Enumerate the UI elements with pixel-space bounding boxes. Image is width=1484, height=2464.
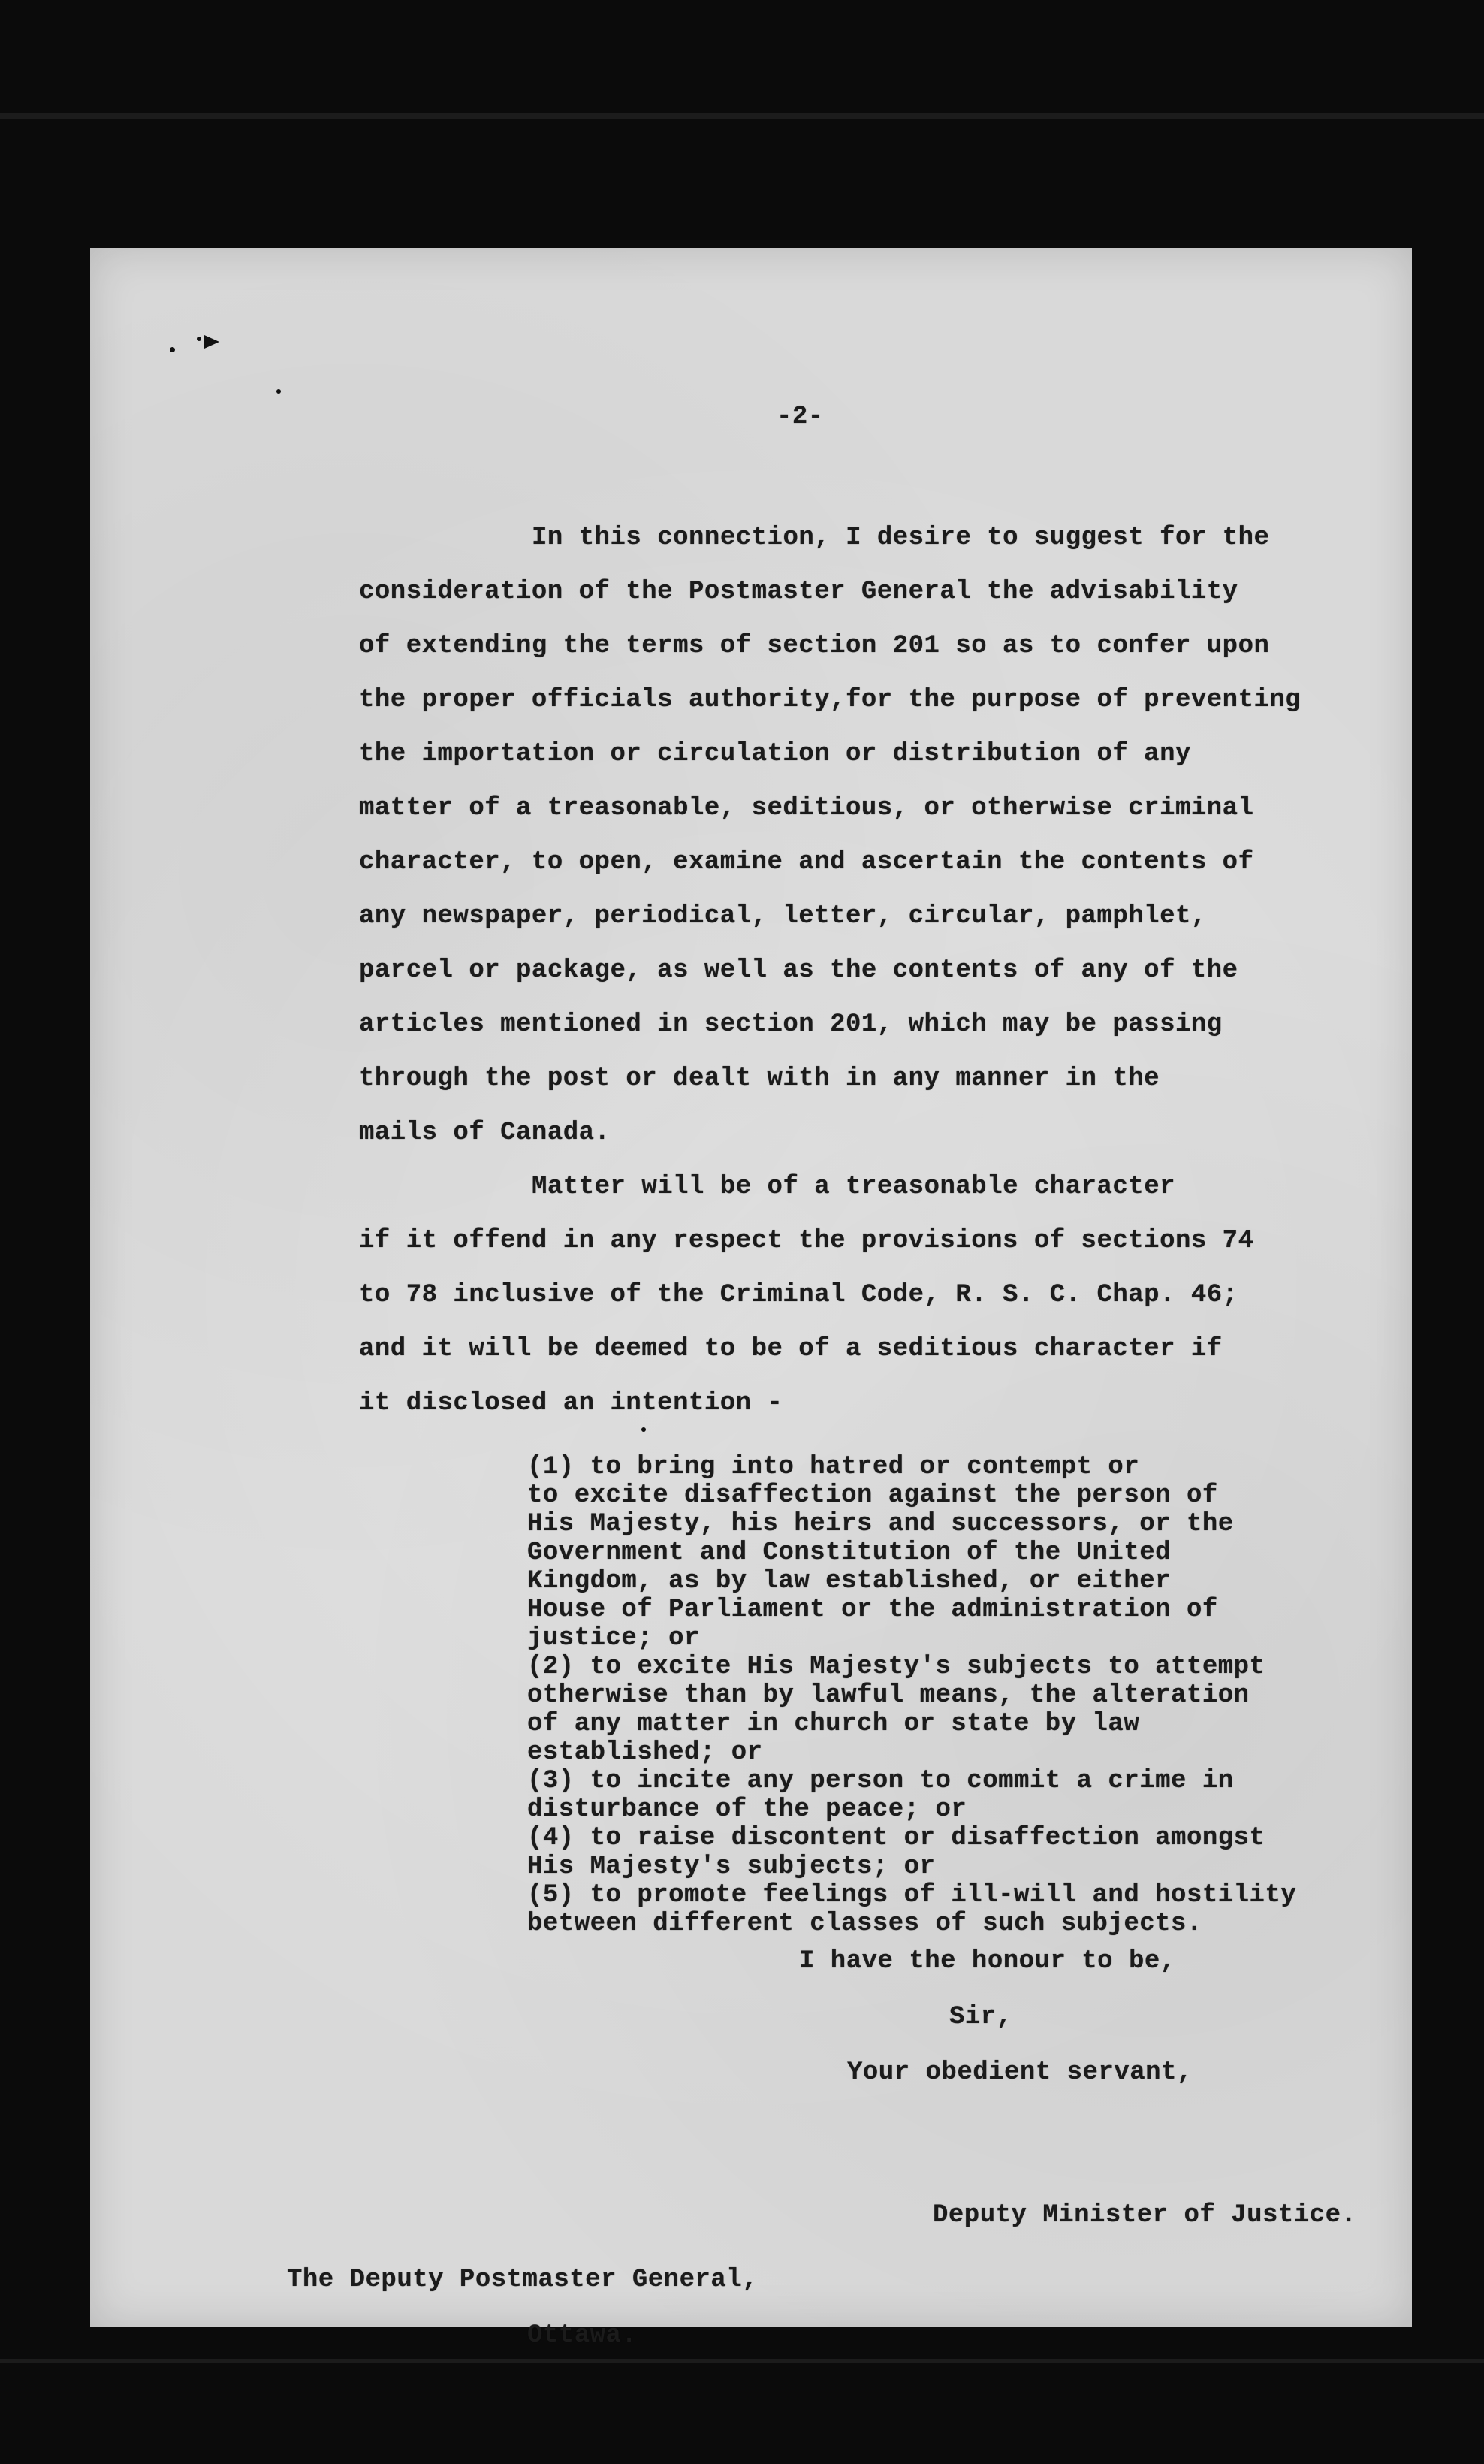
paragraph-2	[359, 1160, 1380, 1430]
margin-speck	[276, 389, 281, 394]
list-line: (5) to promote feelings of ill-will and hostility	[527, 1881, 1297, 1910]
text-line: the proper officials authority,for the purpose of preventing	[359, 686, 1302, 714]
paragraph-1	[359, 511, 1380, 1160]
closing-honour: I have the honour to be,	[799, 1947, 1176, 1976]
list-line: established; or	[527, 1738, 763, 1767]
addressee-name: The Deputy Postmaster General,	[287, 2266, 759, 2294]
letter-body	[359, 511, 1380, 1430]
list-line: House of Parliament or the administration of	[527, 1596, 1218, 1624]
text-line: parcel or package, as well as the contents of any of the	[359, 956, 1238, 985]
text-line: and it will be deemed to be of a seditious character if	[359, 1335, 1223, 1363]
margin-arrow-mark	[204, 335, 219, 349]
text-line: the importation or circulation or distribution of any	[359, 740, 1191, 768]
text-line: of extending the terms of section 201 so as to confer upon	[359, 632, 1270, 660]
text-line: if it offend in any respect the provisions of sections 74	[359, 1227, 1254, 1255]
closing-servant: Your obedient servant,	[847, 2058, 1193, 2087]
list-line: justice; or	[527, 1624, 700, 1653]
text-line: mails of Canada.	[359, 1119, 611, 1147]
margin-speck	[170, 347, 175, 352]
list-line: His Majesty's subjects; or	[527, 1853, 936, 1881]
list-line: to excite disaffection against the person of	[527, 1481, 1218, 1510]
text-line: Matter will be of a treasonable character	[532, 1173, 1176, 1201]
text-line: consideration of the Postmaster General the advisability	[359, 578, 1238, 606]
text-line: In this connection, I desire to suggest for the	[532, 524, 1270, 552]
list-line: His Majesty, his heirs and successors, or the	[527, 1510, 1234, 1538]
text-line: any newspaper, periodical, letter, circular, pamphlet,	[359, 902, 1207, 931]
list-line: disturbance of the peace; or	[527, 1795, 967, 1824]
list-line: otherwise than by lawful means, the alteration	[527, 1681, 1250, 1710]
closing-salutation: Sir,	[949, 2003, 1012, 2031]
list-line: between different classes of such subjects.	[527, 1910, 1202, 1938]
list-line: (2) to excite His Majesty's subjects to attempt	[527, 1653, 1265, 1681]
text-line: through the post or dealt with in any manner in the	[359, 1064, 1160, 1093]
text-line: character, to open, examine and ascertain the contents of	[359, 848, 1254, 877]
addressee-city: Ottawa.	[527, 2321, 638, 2350]
text-line: it disclosed an intention -	[359, 1389, 783, 1418]
list-line: (4) to raise discontent or disaffection amongst	[527, 1824, 1265, 1853]
list-line: Government and Constitution of the United	[527, 1538, 1172, 1567]
text-line: articles mentioned in section 201, which may be passing	[359, 1010, 1223, 1039]
margin-speck	[197, 337, 201, 341]
list-line: (1) to bring into hatred or contempt or	[527, 1453, 1140, 1481]
text-line: to 78 inclusive of the Criminal Code, R. S. C. Chap. 46;	[359, 1281, 1238, 1309]
sedition-criteria-list	[527, 1453, 1398, 1938]
signature-title: Deputy Minister of Justice.	[933, 2201, 1357, 2230]
list-line: of any matter in church or state by law	[527, 1710, 1140, 1738]
scan-border-bottom	[0, 2359, 1484, 2363]
scan-border-top	[0, 113, 1484, 119]
text-line: matter of a treasonable, seditious, or otherwise criminal	[359, 794, 1254, 823]
list-line: (3) to incite any person to commit a crime in	[527, 1767, 1234, 1795]
list-line: Kingdom, as by law established, or either	[527, 1567, 1172, 1596]
page-number: -2-	[777, 403, 824, 431]
